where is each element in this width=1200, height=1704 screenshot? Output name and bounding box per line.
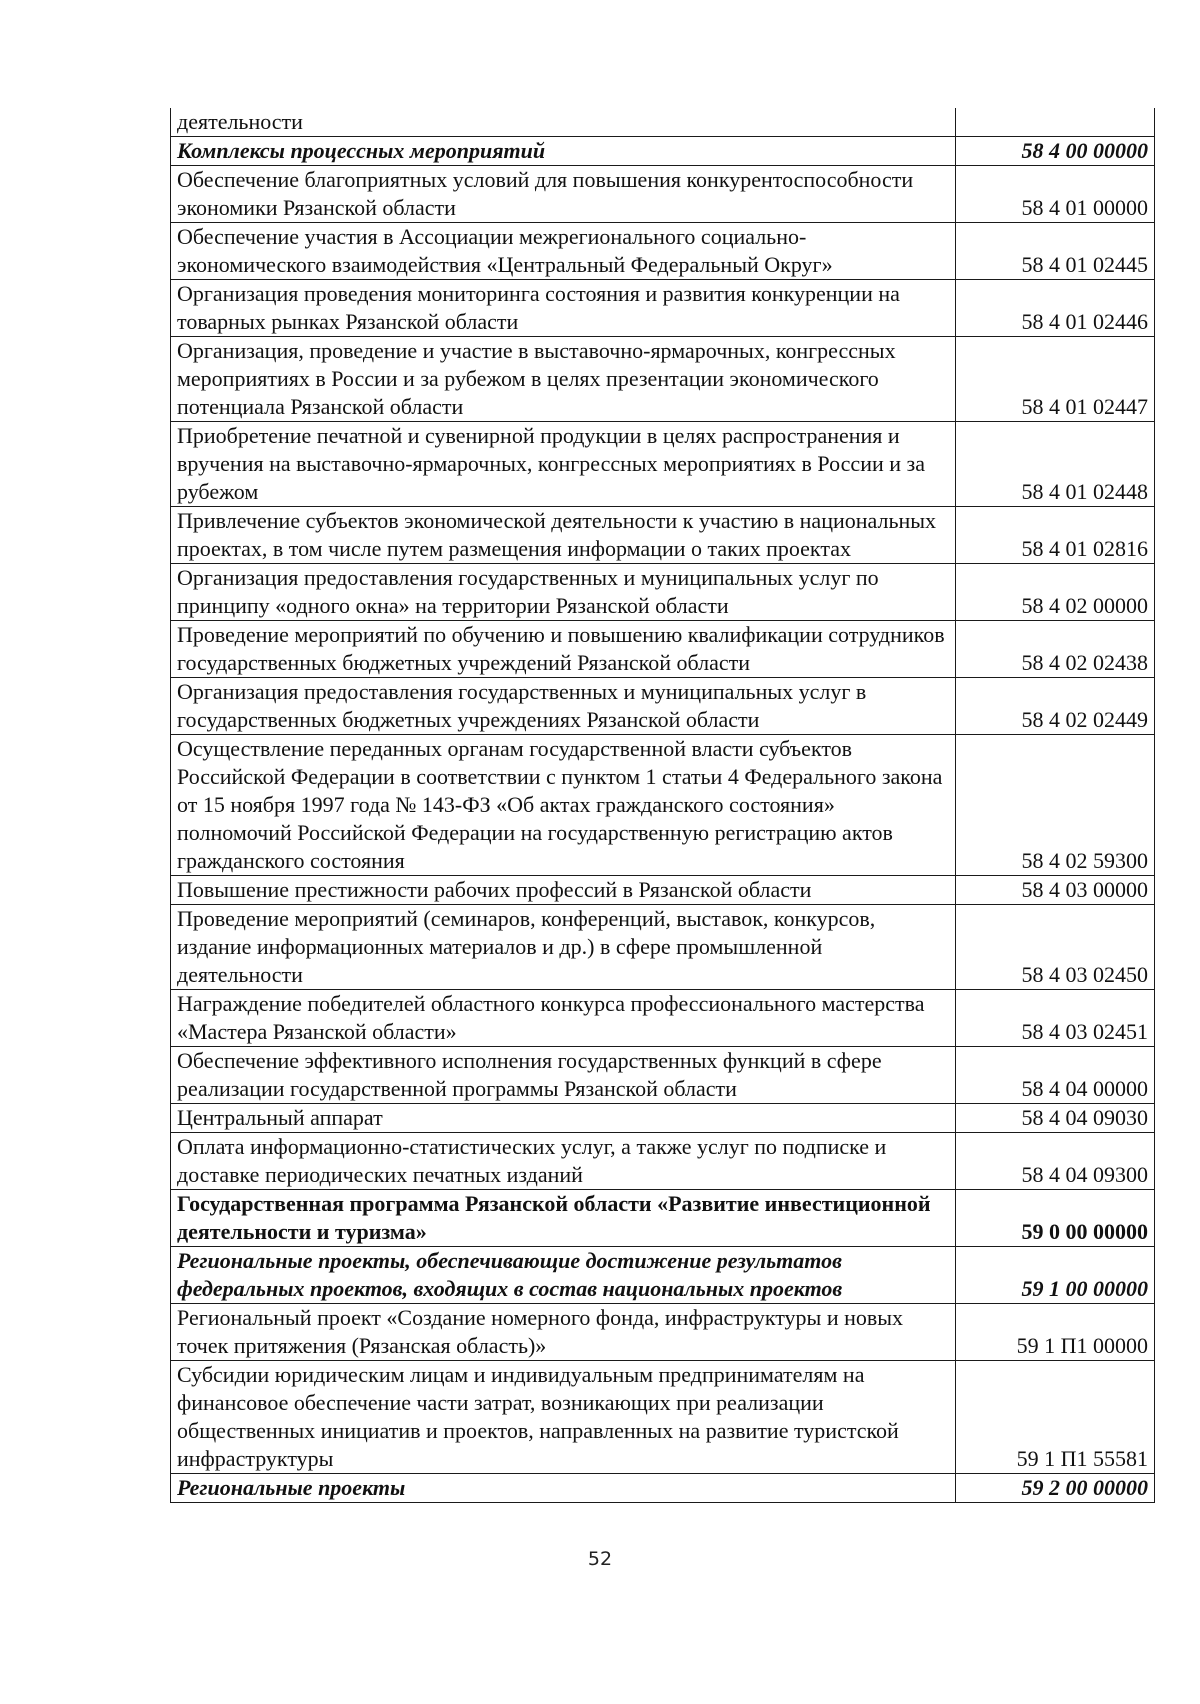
- row-name-cell: Оплата информационно-статистических услуг, а также услуг по подписке и доставке периодических печатных изданий: [171, 1133, 956, 1190]
- row-code-cell: [956, 108, 1155, 137]
- table-row: [171, 223, 1155, 280]
- row-code-cell: 58 4 02 02438: [956, 621, 1155, 678]
- row-name-cell: деятельности: [171, 108, 956, 137]
- row-name-cell: Повышение престижности рабочих профессий в Рязанской области: [171, 876, 956, 905]
- table-row: [171, 108, 1155, 137]
- table-row: [171, 1247, 1155, 1304]
- row-name-cell: Организация предоставления государственных и муниципальных услуг в государственных бюджетных учреждениях Рязанской области: [171, 678, 956, 735]
- row-name-cell: Субсидии юридическим лицам и индивидуальным предпринимателям на финансовое обеспечение части затрат, возникающих при реализации общественных инициатив и проектов, направленных на развитие туристской инфраструктуры: [171, 1361, 956, 1474]
- table-row: [171, 1190, 1155, 1247]
- row-code-cell: 58 4 03 02450: [956, 905, 1155, 990]
- table-row: [171, 422, 1155, 507]
- row-code-cell: 59 1 П1 00000: [956, 1304, 1155, 1361]
- row-name-cell: Проведение мероприятий (семинаров, конференций, выставок, конкурсов, издание информационных материалов и др.) в сфере промышленной деятельности: [171, 905, 956, 990]
- row-code-cell: 58 4 01 02816: [956, 507, 1155, 564]
- table-row: [171, 678, 1155, 735]
- row-code-cell: 58 4 02 59300: [956, 735, 1155, 876]
- table-row: [171, 876, 1155, 905]
- table-row: [171, 166, 1155, 223]
- row-code-cell: 58 4 02 02449: [956, 678, 1155, 735]
- row-code-cell: 58 4 02 00000: [956, 564, 1155, 621]
- table-row: [171, 1133, 1155, 1190]
- table-row: [171, 280, 1155, 337]
- row-code-cell: 59 1 00 00000: [956, 1247, 1155, 1304]
- table-row: [171, 1474, 1155, 1503]
- table-row: [171, 564, 1155, 621]
- budget-classification-table: [170, 108, 1155, 1503]
- row-code-cell: 59 1 П1 55581: [956, 1361, 1155, 1474]
- row-name-cell: Проведение мероприятий по обучению и повышению квалификации сотрудников государственных бюджетных учреждений Рязанской области: [171, 621, 956, 678]
- row-code-cell: 58 4 01 02447: [956, 337, 1155, 422]
- table-row: [171, 621, 1155, 678]
- row-name-cell: Награждение победителей областного конкурса профессионального мастерства «Мастера Рязанской области»: [171, 990, 956, 1047]
- row-code-cell: 58 4 00 00000: [956, 137, 1155, 166]
- row-code-cell: 59 2 00 00000: [956, 1474, 1155, 1503]
- row-code-cell: 58 4 01 02448: [956, 422, 1155, 507]
- table-body: [171, 108, 1155, 1503]
- table-row: [171, 735, 1155, 876]
- table-row: [171, 905, 1155, 990]
- table-row: [171, 1104, 1155, 1133]
- table-row: [171, 507, 1155, 564]
- row-name-cell: Региональный проект «Создание номерного фонда, инфраструктуры и новых точек притяжения (Рязанская область)»: [171, 1304, 956, 1361]
- row-name-cell: Осуществление переданных органам государственной власти субъектов Российской Федерации в соответствии с пунктом 1 статьи 4 Федерального закона от 15 ноября 1997 года № 143-ФЗ «Об актах гражданского состояния» полномочий Российской Федерации на государственную регистрацию актов гражданского состояния: [171, 735, 956, 876]
- row-code-cell: 58 4 03 00000: [956, 876, 1155, 905]
- row-code-cell: 58 4 04 09030: [956, 1104, 1155, 1133]
- row-name-cell: Комплексы процессных мероприятий: [171, 137, 956, 166]
- row-code-cell: 58 4 03 02451: [956, 990, 1155, 1047]
- row-code-cell: 59 0 00 00000: [956, 1190, 1155, 1247]
- row-name-cell: Организация предоставления государственных и муниципальных услуг по принципу «одного окна» на территории Рязанской области: [171, 564, 956, 621]
- table-row: [171, 137, 1155, 166]
- table-row: [171, 1304, 1155, 1361]
- row-name-cell: Организация, проведение и участие в выставочно-ярмарочных, конгрессных мероприятиях в России и за рубежом в целях презентации экономического потенциала Рязанской области: [171, 337, 956, 422]
- row-name-cell: Государственная программа Рязанской области «Развитие инвестиционной деятельности и туризма»: [171, 1190, 956, 1247]
- table-row: [171, 1047, 1155, 1104]
- table-row: [171, 337, 1155, 422]
- row-name-cell: Организация проведения мониторинга состояния и развития конкуренции на товарных рынках Рязанской области: [171, 280, 956, 337]
- row-code-cell: 58 4 01 02445: [956, 223, 1155, 280]
- row-name-cell: Обеспечение участия в Ассоциации межрегионального социально-экономического взаимодействия «Центральный Федеральный Округ»: [171, 223, 956, 280]
- table-row: [171, 1361, 1155, 1474]
- row-code-cell: 58 4 04 00000: [956, 1047, 1155, 1104]
- row-name-cell: Обеспечение эффективного исполнения государственных функций в сфере реализации государственной программы Рязанской области: [171, 1047, 956, 1104]
- row-name-cell: Региональные проекты, обеспечивающие достижение результатов федеральных проектов, входящих в состав национальных проектов: [171, 1247, 956, 1304]
- row-name-cell: Привлечение субъектов экономической деятельности к участию в национальных проектах, в том числе путем размещения информации о таких проектах: [171, 507, 956, 564]
- row-name-cell: Региональные проекты: [171, 1474, 956, 1503]
- row-code-cell: 58 4 01 02446: [956, 280, 1155, 337]
- row-code-cell: 58 4 04 09300: [956, 1133, 1155, 1190]
- table-row: [171, 990, 1155, 1047]
- page-number: 52: [587, 1548, 613, 1570]
- row-name-cell: Центральный аппарат: [171, 1104, 956, 1133]
- row-code-cell: 58 4 01 00000: [956, 166, 1155, 223]
- row-name-cell: Приобретение печатной и сувенирной продукции в целях распространения и вручения на выставочно-ярмарочных, конгрессных мероприятиях в России и за рубежом: [171, 422, 956, 507]
- row-name-cell: Обеспечение благоприятных условий для повышения конкурентоспособности экономики Рязанской области: [171, 166, 956, 223]
